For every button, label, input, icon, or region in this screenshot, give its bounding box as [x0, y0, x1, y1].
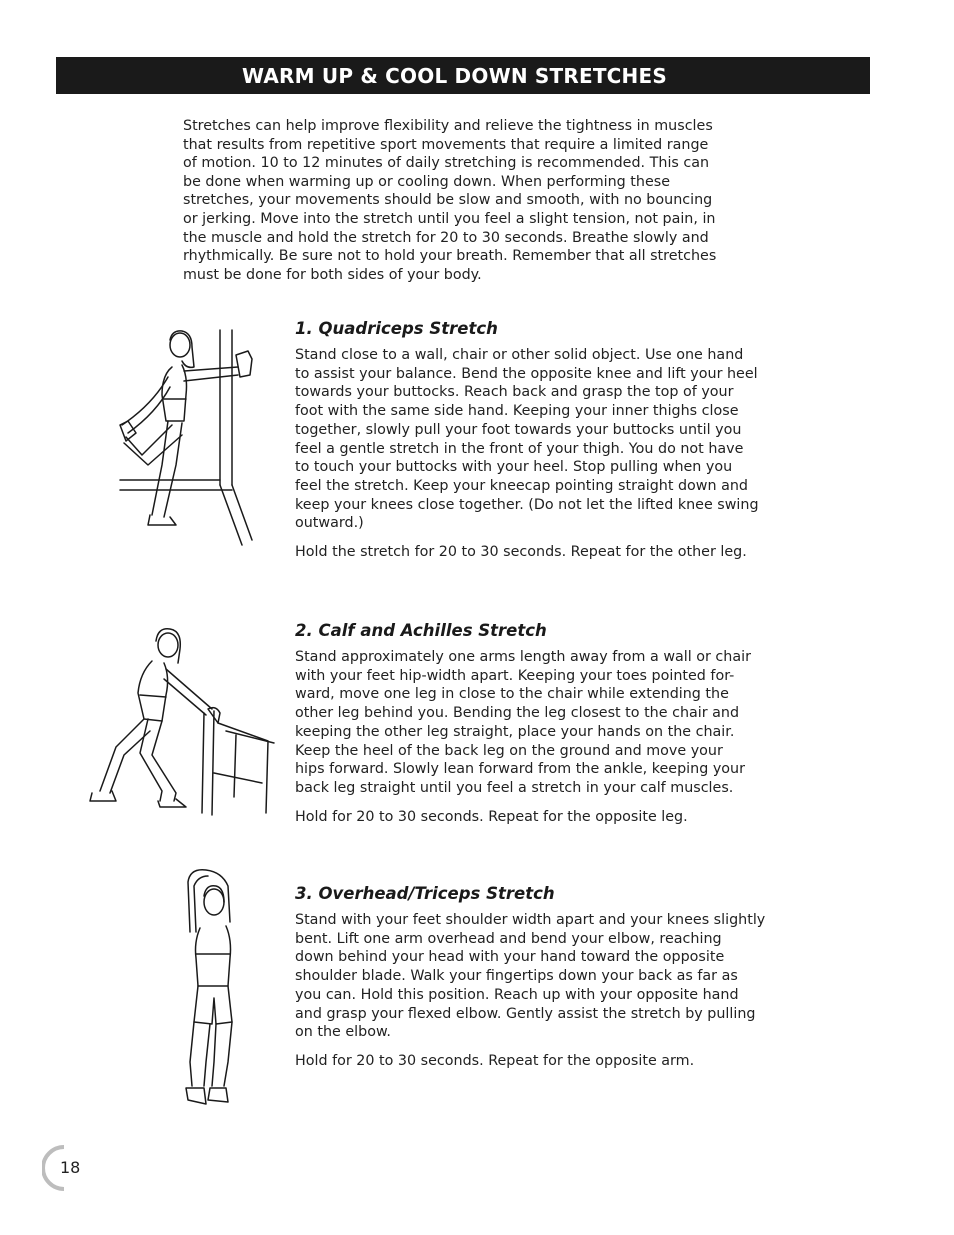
overhead-triceps-stretch-illustration — [176, 862, 246, 1112]
body-line: outward.) — [295, 515, 364, 532]
body-line: ward, move one leg in close to the chair while extending the — [295, 686, 729, 703]
intro-line: the muscle and hold the stretch for 20 to 30 seconds. Breathe slowly and — [183, 229, 709, 246]
body-line: Stand with your feet shoulder width apart and your knees slightly — [295, 912, 766, 928]
intro-line: rhythmically. Be sure not to hold your breath. Remember that all stretches — [183, 248, 717, 265]
body-line: down behind your head with your hand toward the opposite — [295, 949, 725, 966]
body-line: shoulder blade. Walk your fingertips down your back as far as — [295, 968, 738, 985]
intro-line: stretches, your movements should be slow and smooth, with no bouncing — [183, 192, 713, 209]
body-line: you can. Hold this position. Reach up with your opposite hand — [295, 986, 739, 1003]
section-heading: 3. Overhead/Triceps Stretch — [295, 884, 555, 903]
title-bar — [56, 57, 870, 94]
body-line: on the elbow. — [295, 1024, 391, 1041]
body-line: Keep the heel of the back leg on the ground and move your — [295, 742, 723, 759]
intro-line: that results from repetitive sport movements that require a limited range — [183, 136, 709, 153]
body-line: keep your knees close together. (Do not let the lifted knee swing — [295, 496, 759, 513]
section-body — [295, 911, 795, 1042]
section-heading: 1. Quadriceps Stretch — [295, 319, 498, 338]
body-line: with your feet hip-width apart. Keeping your toes pointed for- — [295, 667, 735, 684]
calf-achilles-stretch-illustration — [86, 623, 276, 818]
page-number: 18 — [60, 1158, 81, 1177]
section-heading: 2. Calf and Achilles Stretch — [295, 621, 547, 640]
page-number-badge — [42, 1144, 92, 1192]
body-line: to touch your buttocks with your heel. Stop pulling when you — [295, 459, 733, 476]
intro-line: of motion. 10 to 12 minutes of daily stretching is recommended. This can — [183, 155, 710, 172]
body-line: other leg behind you. Bending the leg closest to the chair and — [295, 705, 740, 722]
section-quadriceps — [295, 318, 795, 562]
body-line: together, slowly pull your foot towards your buttocks until you — [295, 421, 742, 438]
page-title: WARM UP & COOL DOWN STRETCHES — [242, 63, 667, 88]
intro-line: Stretches can help improve flexibility and relieve the tightness in muscles — [183, 118, 713, 134]
section-body — [295, 648, 795, 798]
body-line: hips forward. Slowly lean forward from the ankle, keeping your — [295, 761, 745, 778]
quadriceps-stretch-illustration — [112, 325, 262, 550]
body-line: feel a gentle stretch in the front of your thigh. You do not have — [295, 440, 744, 457]
intro-paragraph — [183, 117, 743, 284]
body-line: feel the stretch. Keep your kneecap pointing straight down and — [295, 477, 749, 494]
body-line: foot with the same side hand. Keeping your inner thighs close — [295, 403, 739, 420]
body-line: keeping the other leg straight, place your hands on the chair. — [295, 723, 735, 740]
body-line: Stand approximately one arms length away from a wall or chair — [295, 649, 751, 665]
body-line: back leg straight until you feel a stretch in your calf muscles. — [295, 779, 734, 796]
intro-line: or jerking. Move into the stretch until you feel a slight tension, not pain, in — [183, 210, 716, 227]
intro-line: be done when warming up or cooling down. When performing these — [183, 173, 670, 190]
body-line: bent. Lift one arm overhead and bend your elbow, reaching — [295, 930, 722, 947]
section-overhead-triceps — [295, 883, 795, 1071]
section-body — [295, 346, 795, 533]
body-line: to assist your balance. Bend the opposite knee and lift your heel — [295, 365, 758, 382]
body-line: and grasp your flexed elbow. Gently assist the stretch by pulling — [295, 1005, 756, 1022]
hold-instruction: Hold the stretch for 20 to 30 seconds. Repeat for the other leg. — [295, 544, 747, 561]
section-calf-achilles — [295, 620, 795, 826]
body-line: towards your buttocks. Reach back and grasp the top of your — [295, 384, 734, 401]
intro-line: must be done for both sides of your body. — [183, 266, 482, 283]
hold-instruction: Hold for 20 to 30 seconds. Repeat for the opposite arm. — [295, 1052, 695, 1069]
hold-instruction: Hold for 20 to 30 seconds. Repeat for the opposite leg. — [295, 808, 688, 825]
body-line: Stand close to a wall, chair or other solid object. Use one hand — [295, 347, 744, 363]
